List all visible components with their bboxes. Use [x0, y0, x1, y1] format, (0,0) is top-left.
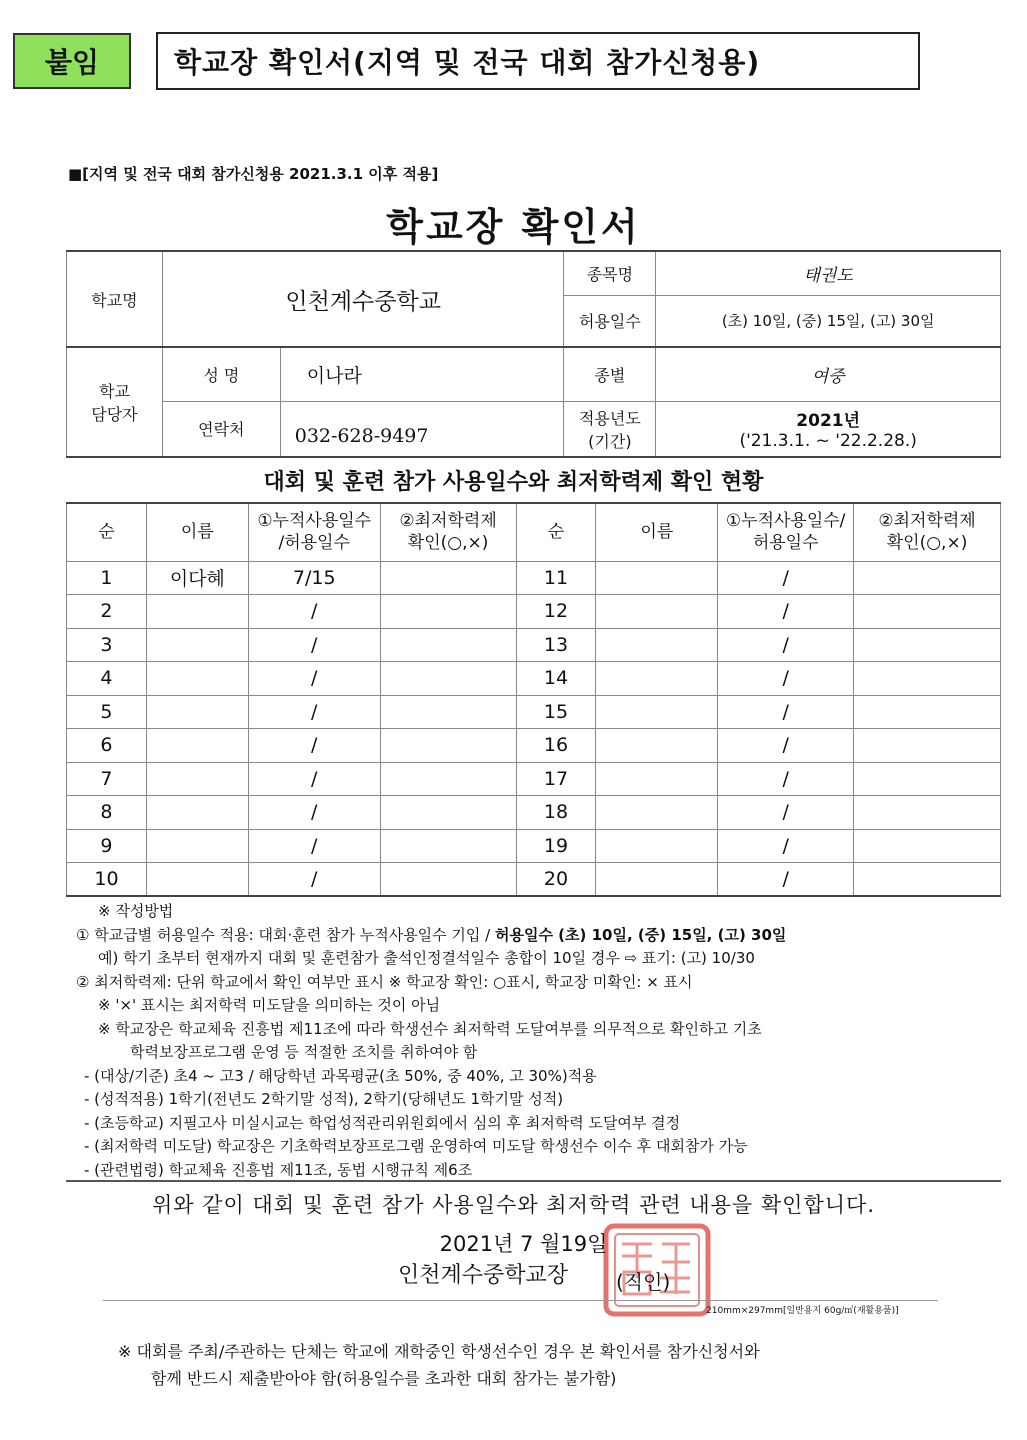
divider: [66, 1180, 1001, 1182]
note-line-1-text: ① 학교급별 허용일수 적용: 대회·훈련 참가 누적사용일수 기입 /: [76, 925, 495, 944]
note-line-5: ※ 학교장은 학교체육 진흥법 제11조에 따라 학생선수 최저학력 도달여부를 의무적으로 확인하고 기초: [98, 1019, 762, 1038]
col-name-right: 이름: [596, 503, 718, 561]
col-days-left-line-2: /허용일수: [278, 533, 350, 554]
row-name-left: [146, 796, 248, 830]
event-label: 종목명: [564, 251, 656, 295]
row-min-check-right: [854, 695, 1001, 729]
staff-name-value: 이나라: [280, 347, 564, 401]
col-min-right: [854, 503, 1001, 561]
row-min-check-right: [854, 561, 1001, 595]
row-no-right: 16: [516, 729, 596, 763]
row-name-left: [146, 829, 248, 863]
row-min-check-right: [854, 662, 1001, 696]
confirmation-statement: 위와 같이 대회 및 훈련 참가 사용일수와 최저학력 관련 내용을 확인합니다.: [151, 1193, 875, 1217]
row-days-right: /: [718, 863, 854, 897]
row-days-left: /: [248, 762, 380, 796]
roster-table: [66, 502, 1001, 897]
row-no-right: 11: [516, 561, 596, 595]
col-days-right: [718, 503, 854, 561]
row-days-left: /: [248, 829, 380, 863]
form-title: 학교장 확인서(지역 및 전국 대회 참가신청용): [156, 32, 920, 90]
notes-heading: ※ 작성방법: [98, 902, 174, 920]
row-name-right: [596, 729, 718, 763]
document-title: 학교장 확인서: [386, 205, 641, 249]
school-name-value: 인천계수중학교: [162, 251, 564, 347]
row-name-left: [146, 662, 248, 696]
row-days-right: /: [718, 796, 854, 830]
row-name-right: [596, 662, 718, 696]
row-days-left: /: [248, 729, 380, 763]
note-line-4: ※ '×' 표시는 최저학력 미도달을 의미하는 것이 아님: [98, 996, 441, 1014]
row-days-right: /: [718, 695, 854, 729]
col-days-right-line-1: ①누적사용일수/: [725, 511, 846, 532]
row-name-right: [596, 863, 718, 897]
applicability-notice: ■[지역 및 전국 대회 참가신청용 2021.3.1 이후 적용]: [68, 165, 439, 183]
row-no-left: 7: [67, 762, 147, 796]
roster-row: [67, 762, 1001, 796]
roster-row: [67, 561, 1001, 595]
row-name-left: 이다혜: [146, 561, 248, 595]
col-days-right-line-2: 허용일수: [752, 533, 819, 554]
col-days-left: [248, 503, 380, 561]
event-value: 태권도: [656, 251, 1001, 295]
row-no-left: 2: [67, 595, 147, 629]
row-min-check-left: [380, 595, 516, 629]
staff-label-line-2: 담당자: [91, 405, 138, 424]
staff-name-label: 성 명: [162, 347, 280, 401]
row-min-check-right: [854, 829, 1001, 863]
roster-row: [67, 829, 1001, 863]
allowed-days-value: (초) 10일, (중) 15일, (고) 30일: [656, 295, 1001, 347]
row-days-left: /: [248, 595, 380, 629]
row-name-left: [146, 595, 248, 629]
roster-row: [67, 863, 1001, 897]
row-no-left: 5: [67, 695, 147, 729]
note-line-2: 예) 학기 초부터 현재까지 대회 및 훈련참가 출석인정결석일수 총합이 10일 경우 ⇨ 표기: (고) 10/30: [98, 949, 755, 967]
note-line-1: [76, 924, 1006, 948]
section-title: 대회 및 훈련 참가 사용일수와 최저학력제 확인 현황: [263, 470, 764, 495]
row-no-right: 17: [516, 762, 596, 796]
row-days-left: /: [248, 662, 380, 696]
attachment-badge: 붙임: [13, 33, 131, 89]
row-days-left: 7/15: [248, 561, 380, 595]
paper-spec: 210mm×297mm[일반용지 60g/㎡(재활용품)]: [706, 1306, 899, 1316]
col-name-left: 이름: [146, 503, 248, 561]
row-name-left: [146, 695, 248, 729]
row-name-right: [596, 762, 718, 796]
note-line-9: - (초등학교) 지필고사 미실시교는 학업성적관리위원회에서 심의 후 최저학력 도달여부 결정: [84, 1113, 681, 1132]
row-min-check-left: [380, 662, 516, 696]
row-min-check-left: [380, 829, 516, 863]
row-days-left: /: [248, 796, 380, 830]
col-no-left: 순: [67, 503, 147, 561]
row-name-right: [596, 628, 718, 662]
note-line-3: ② 최저학력제: 단위 학교에서 확인 여부만 표시 ※ 학교장 확인: ○표시, 학교장 미확인: × 표시: [76, 972, 693, 991]
gender-value: 여중: [656, 347, 1001, 401]
roster-row: [67, 662, 1001, 696]
col-min-right-line-2: 확인(○,×): [886, 533, 968, 554]
gender-label: 종별: [564, 347, 656, 401]
note-line-7: - (대상/기준) 초4 ~ 고3 / 해당학년 과목평균(초 50%, 중 40%, 고 30%)적용: [84, 1066, 597, 1085]
row-name-left: [146, 628, 248, 662]
allowed-days-label: 허용일수: [564, 295, 656, 347]
row-name-right: [596, 695, 718, 729]
row-name-left: [146, 762, 248, 796]
note-line-10: - (최저학력 미도달) 학교장은 기초학력보장프로그램 운영하여 미도달 학생선수 이수 후 대회참가 가능: [84, 1137, 748, 1155]
footer-line-2: 함께 반드시 제출받아야 함(허용일수를 초과한 대회 참가는 불가함): [151, 1369, 617, 1388]
note-line-8: - (성적적용) 1학기(전년도 2학기말 성적), 2학기(당해년도 1학기말 성적): [84, 1090, 564, 1108]
footer-line-1: ※ 대회를 주최/주관하는 단체는 학교에 재학중인 학생선수인 경우 본 확인서를 참가신청서와: [118, 1342, 760, 1361]
row-name-right: [596, 595, 718, 629]
row-days-left: /: [248, 863, 380, 897]
instructions: [76, 900, 1006, 1182]
school-name-label: 학교명: [67, 251, 163, 347]
row-min-check-right: [854, 595, 1001, 629]
footer-divider: [103, 1300, 938, 1301]
period-label: [564, 401, 656, 457]
row-no-right: 20: [516, 863, 596, 897]
note-line-11: - (관련법령) 학교체육 진흥법 제11조, 동법 시행규칙 제6조: [84, 1160, 473, 1179]
roster-row: [67, 695, 1001, 729]
row-days-left: /: [248, 628, 380, 662]
row-days-right: /: [718, 561, 854, 595]
staff-label: [67, 347, 163, 457]
row-days-right: /: [718, 662, 854, 696]
contact-value: 032-628-9497: [280, 401, 564, 457]
row-no-left: 1: [67, 561, 147, 595]
row-min-check-right: [854, 762, 1001, 796]
row-no-right: 12: [516, 595, 596, 629]
row-min-check-left: [380, 628, 516, 662]
row-no-right: 18: [516, 796, 596, 830]
row-no-right: 19: [516, 829, 596, 863]
row-name-left: [146, 863, 248, 897]
row-no-right: 13: [516, 628, 596, 662]
row-days-right: /: [718, 762, 854, 796]
principal-title: 인천계수중학교장: [398, 1263, 569, 1288]
row-days-right: /: [718, 595, 854, 629]
roster-row: [67, 796, 1001, 830]
roster-row: [67, 729, 1001, 763]
col-min-left-line-2: 확인(○,×): [407, 533, 489, 554]
row-name-right: [596, 829, 718, 863]
row-min-check-right: [854, 863, 1001, 897]
period-value: [656, 401, 1001, 457]
row-days-right: /: [718, 829, 854, 863]
col-min-left-line-1: ②최저학력제: [399, 511, 497, 532]
row-no-left: 3: [67, 628, 147, 662]
seal-label: (직인): [616, 1270, 671, 1294]
roster-row: [67, 628, 1001, 662]
row-name-right: [596, 561, 718, 595]
row-min-check-left: [380, 729, 516, 763]
period-range: ('21.3.1. ~ '22.2.28.): [739, 431, 917, 452]
row-min-check-left: [380, 561, 516, 595]
row-min-check-left: [380, 796, 516, 830]
row-no-left: 10: [67, 863, 147, 897]
row-no-left: 9: [67, 829, 147, 863]
row-no-left: 6: [67, 729, 147, 763]
row-name-left: [146, 729, 248, 763]
row-days-right: /: [718, 628, 854, 662]
row-no-left: 8: [67, 796, 147, 830]
col-min-right-line-1: ②최저학력제: [878, 511, 976, 532]
row-min-check-left: [380, 695, 516, 729]
issue-date: 2021년 7 월19일: [439, 1232, 608, 1256]
row-min-check-right: [854, 796, 1001, 830]
row-no-right: 15: [516, 695, 596, 729]
row-days-left: /: [248, 695, 380, 729]
row-no-left: 4: [67, 662, 147, 696]
period-label-line-1: 적용년도: [578, 408, 641, 428]
row-min-check-right: [854, 729, 1001, 763]
roster-row: [67, 595, 1001, 629]
period-label-line-2: (기간): [588, 431, 632, 451]
school-info-table: [66, 250, 1001, 458]
footer-note: [118, 1338, 760, 1392]
note-line-6: 학력보장프로그램 운영 등 적절한 조치를 취하여야 함: [130, 1043, 478, 1061]
period-year: 2021년: [796, 411, 861, 432]
row-name-right: [596, 796, 718, 830]
col-min-left: [380, 503, 516, 561]
row-no-right: 14: [516, 662, 596, 696]
col-no-right: 순: [516, 503, 596, 561]
note-line-1-bold: 허용일수 (초) 10일, (중) 15일, (고) 30일: [495, 925, 787, 944]
row-min-check-right: [854, 628, 1001, 662]
row-days-right: /: [718, 729, 854, 763]
contact-label: 연락처: [162, 401, 280, 457]
col-days-left-line-1: ①누적사용일수: [257, 511, 372, 532]
roster-header-row: [67, 503, 1001, 561]
row-min-check-left: [380, 863, 516, 897]
row-min-check-left: [380, 762, 516, 796]
staff-label-line-1: 학교: [98, 382, 130, 401]
